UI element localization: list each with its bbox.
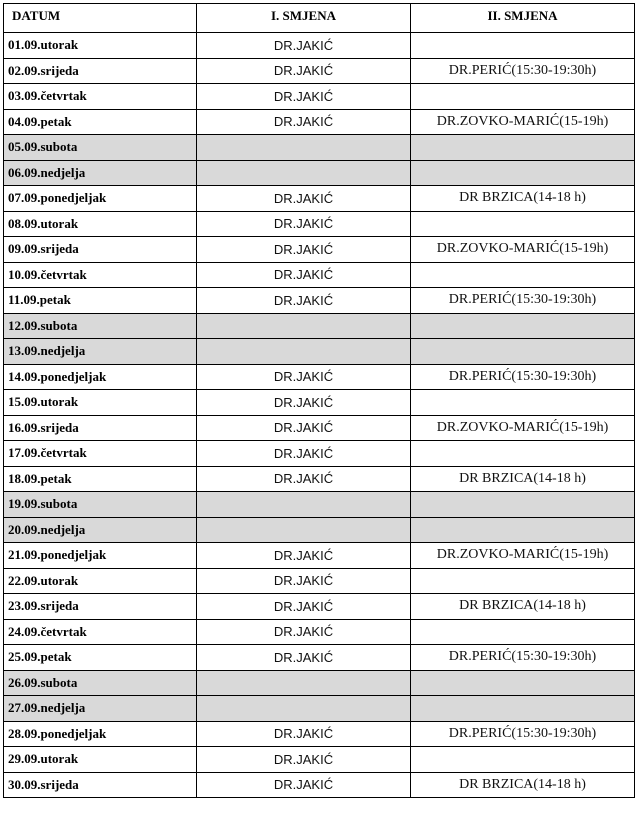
shift-2-cell: DR.PERIĆ(15:30-19:30h) bbox=[411, 364, 635, 390]
header-row bbox=[4, 4, 635, 33]
table-row bbox=[4, 262, 635, 288]
shift-1-cell: DR.JAKIĆ bbox=[197, 721, 411, 747]
table-header bbox=[4, 4, 635, 33]
shift-1-cell: DR.JAKIĆ bbox=[197, 594, 411, 620]
date-cell: 16.09.srijeda bbox=[4, 415, 197, 441]
date-cell: 17.09.četvrtak bbox=[4, 441, 197, 467]
shift-2-cell bbox=[411, 339, 635, 365]
shift-1-cell: DR.JAKIĆ bbox=[197, 186, 411, 212]
date-cell: 13.09.nedjelja bbox=[4, 339, 197, 365]
date-cell: 24.09.četvrtak bbox=[4, 619, 197, 645]
table-row bbox=[4, 466, 635, 492]
date-cell: 23.09.srijeda bbox=[4, 594, 197, 620]
shift-2-cell bbox=[411, 33, 635, 59]
table-row bbox=[4, 645, 635, 671]
date-cell: 29.09.utorak bbox=[4, 747, 197, 773]
shift-1-cell: DR.JAKIĆ bbox=[197, 58, 411, 84]
table-row bbox=[4, 517, 635, 543]
shift-schedule-table bbox=[3, 3, 635, 798]
date-cell: 01.09.utorak bbox=[4, 33, 197, 59]
date-cell: 30.09.srijeda bbox=[4, 772, 197, 798]
table-row bbox=[4, 747, 635, 773]
shift-1-cell: DR.JAKIĆ bbox=[197, 288, 411, 314]
table-row bbox=[4, 390, 635, 416]
shift-2-cell bbox=[411, 568, 635, 594]
shift-2-cell bbox=[411, 160, 635, 186]
shift-2-cell bbox=[411, 619, 635, 645]
table-row bbox=[4, 441, 635, 467]
date-cell: 25.09.petak bbox=[4, 645, 197, 671]
shift-2-cell: DR.PERIĆ(15:30-19:30h) bbox=[411, 288, 635, 314]
table-row bbox=[4, 135, 635, 161]
shift-1-cell: DR.JAKIĆ bbox=[197, 364, 411, 390]
shift-1-cell: DR.JAKIĆ bbox=[197, 747, 411, 773]
shift-1-cell bbox=[197, 339, 411, 365]
shift-1-cell: DR.JAKIĆ bbox=[197, 109, 411, 135]
shift-1-cell: DR.JAKIĆ bbox=[197, 772, 411, 798]
shift-2-cell: DR BRZICA(14-18 h) bbox=[411, 466, 635, 492]
shift-1-cell: DR.JAKIĆ bbox=[197, 543, 411, 569]
shift-2-cell bbox=[411, 135, 635, 161]
date-cell: 14.09.ponedjeljak bbox=[4, 364, 197, 390]
shift-2-cell bbox=[411, 84, 635, 110]
date-cell: 02.09.srijeda bbox=[4, 58, 197, 84]
shift-2-cell: DR.ZOVKO-MARIĆ(15-19h) bbox=[411, 415, 635, 441]
shift-1-cell: DR.JAKIĆ bbox=[197, 33, 411, 59]
date-cell: 09.09.srijeda bbox=[4, 237, 197, 263]
date-cell: 19.09.subota bbox=[4, 492, 197, 518]
table-row bbox=[4, 543, 635, 569]
shift-2-cell bbox=[411, 441, 635, 467]
shift-2-cell: DR BRZICA(14-18 h) bbox=[411, 594, 635, 620]
date-cell: 11.09.petak bbox=[4, 288, 197, 314]
table-row bbox=[4, 492, 635, 518]
shift-1-cell bbox=[197, 135, 411, 161]
date-cell: 08.09.utorak bbox=[4, 211, 197, 237]
table-row bbox=[4, 339, 635, 365]
table-row bbox=[4, 211, 635, 237]
shift-1-cell: DR.JAKIĆ bbox=[197, 262, 411, 288]
shift-2-cell bbox=[411, 492, 635, 518]
shift-1-cell: DR.JAKIĆ bbox=[197, 645, 411, 671]
shift-2-cell bbox=[411, 313, 635, 339]
table-row bbox=[4, 568, 635, 594]
date-cell: 06.09.nedjelja bbox=[4, 160, 197, 186]
column-header-shift-1: I. SMJENA bbox=[197, 4, 411, 33]
table-row bbox=[4, 288, 635, 314]
shift-1-cell: DR.JAKIĆ bbox=[197, 568, 411, 594]
column-header-shift-2: II. SMJENA bbox=[411, 4, 635, 33]
table-body bbox=[4, 33, 635, 798]
shift-2-cell bbox=[411, 517, 635, 543]
table-row bbox=[4, 313, 635, 339]
date-cell: 05.09.subota bbox=[4, 135, 197, 161]
shift-1-cell bbox=[197, 160, 411, 186]
date-cell: 20.09.nedjelja bbox=[4, 517, 197, 543]
shift-1-cell bbox=[197, 492, 411, 518]
table-row bbox=[4, 33, 635, 59]
date-cell: 12.09.subota bbox=[4, 313, 197, 339]
date-cell: 21.09.ponedjeljak bbox=[4, 543, 197, 569]
table-row bbox=[4, 619, 635, 645]
shift-1-cell bbox=[197, 696, 411, 722]
shift-2-cell: DR.ZOVKO-MARIĆ(15-19h) bbox=[411, 109, 635, 135]
shift-2-cell: DR.ZOVKO-MARIĆ(15-19h) bbox=[411, 237, 635, 263]
date-cell: 03.09.četvrtak bbox=[4, 84, 197, 110]
shift-2-cell: DR BRZICA(14-18 h) bbox=[411, 772, 635, 798]
shift-1-cell: DR.JAKIĆ bbox=[197, 84, 411, 110]
table-row bbox=[4, 109, 635, 135]
table-row bbox=[4, 186, 635, 212]
shift-1-cell: DR.JAKIĆ bbox=[197, 441, 411, 467]
shift-2-cell bbox=[411, 211, 635, 237]
shift-2-cell bbox=[411, 390, 635, 416]
shift-1-cell: DR.JAKIĆ bbox=[197, 415, 411, 441]
date-cell: 26.09.subota bbox=[4, 670, 197, 696]
shift-1-cell: DR.JAKIĆ bbox=[197, 211, 411, 237]
table-row bbox=[4, 415, 635, 441]
shift-2-cell: DR.ZOVKO-MARIĆ(15-19h) bbox=[411, 543, 635, 569]
date-cell: 27.09.nedjelja bbox=[4, 696, 197, 722]
shift-1-cell bbox=[197, 517, 411, 543]
shift-2-cell: DR.PERIĆ(15:30-19:30h) bbox=[411, 58, 635, 84]
shift-1-cell: DR.JAKIĆ bbox=[197, 390, 411, 416]
shift-2-cell: DR.PERIĆ(15:30-19:30h) bbox=[411, 645, 635, 671]
table-row bbox=[4, 160, 635, 186]
table-row bbox=[4, 364, 635, 390]
table-row bbox=[4, 670, 635, 696]
date-cell: 18.09.petak bbox=[4, 466, 197, 492]
table-row bbox=[4, 696, 635, 722]
shift-2-cell bbox=[411, 670, 635, 696]
table-row bbox=[4, 237, 635, 263]
shift-1-cell bbox=[197, 670, 411, 696]
shift-1-cell: DR.JAKIĆ bbox=[197, 237, 411, 263]
shift-1-cell bbox=[197, 313, 411, 339]
shift-2-cell bbox=[411, 696, 635, 722]
date-cell: 28.09.ponedjeljak bbox=[4, 721, 197, 747]
shift-2-cell bbox=[411, 262, 635, 288]
table-row bbox=[4, 594, 635, 620]
shift-1-cell: DR.JAKIĆ bbox=[197, 619, 411, 645]
date-cell: 04.09.petak bbox=[4, 109, 197, 135]
date-cell: 07.09.ponedjeljak bbox=[4, 186, 197, 212]
shift-1-cell: DR.JAKIĆ bbox=[197, 466, 411, 492]
date-cell: 22.09.utorak bbox=[4, 568, 197, 594]
date-cell: 15.09.utorak bbox=[4, 390, 197, 416]
table-row bbox=[4, 84, 635, 110]
shift-2-cell: DR BRZICA(14-18 h) bbox=[411, 186, 635, 212]
date-cell: 10.09.četvrtak bbox=[4, 262, 197, 288]
column-header-date: DATUM bbox=[4, 4, 197, 33]
shift-2-cell: DR.PERIĆ(15:30-19:30h) bbox=[411, 721, 635, 747]
table-row bbox=[4, 772, 635, 798]
table-row bbox=[4, 58, 635, 84]
table-row bbox=[4, 721, 635, 747]
shift-2-cell bbox=[411, 747, 635, 773]
